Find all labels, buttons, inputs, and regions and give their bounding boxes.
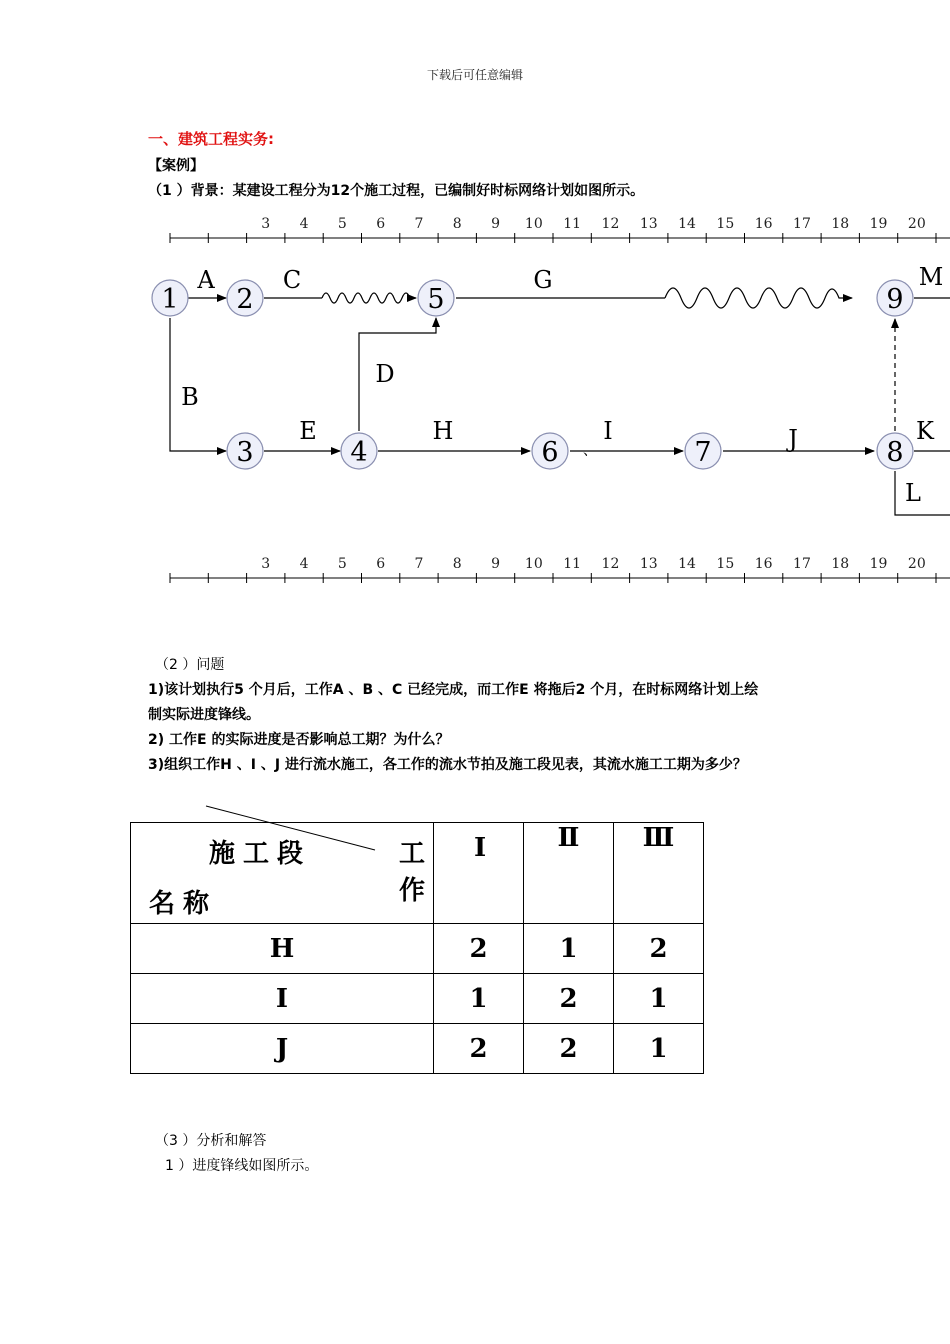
node-6 (532, 433, 568, 469)
table-row (131, 1024, 704, 1074)
top-scale-tick-label: 15 (716, 216, 735, 232)
bottom-scale-tick-label: 9 (491, 556, 501, 572)
bottom-scale-tick-label: 20 (907, 556, 926, 572)
table-row (131, 924, 704, 974)
background-line: （1 ）背景：某建设工程分为12个施工过程，已编制好时标网络计划如图所示。 (148, 183, 645, 199)
row-value: 2 (614, 924, 704, 974)
top-scale-tick-label: 11 (563, 216, 582, 232)
node-3 (227, 433, 263, 469)
bottom-scale-tick-label: 6 (376, 556, 386, 572)
top-scale-tick-label: 3 (261, 216, 271, 232)
top-scale-tick-label: 9 (491, 216, 501, 232)
row-value: 1 (614, 974, 704, 1024)
bottom-time-scale (170, 556, 950, 583)
bottom-scale-tick-label: 11 (563, 556, 582, 572)
node-8 (877, 433, 913, 469)
svg-text:8: 8 (886, 437, 904, 468)
top-scale-tick-label: 6 (376, 216, 386, 232)
bottom-scale-tick-label: 4 (299, 556, 309, 572)
top-scale-tick-label: 13 (639, 216, 658, 232)
bottom-scale-tick-label: 7 (414, 556, 424, 572)
col-header-2: Ⅱ (524, 823, 614, 924)
bottom-scale-tick-label: 8 (452, 556, 462, 572)
svg-text:4: 4 (350, 437, 368, 468)
row-value: 2 (434, 1024, 524, 1074)
top-scale-tick-label: 16 (754, 216, 773, 232)
activity-c-wave (322, 293, 416, 303)
question-2: 2) 工作E 的实际进度是否影响总工期？为什么？ (148, 732, 450, 748)
activity-labels (181, 263, 943, 507)
top-scale-tick-label: 10 (524, 216, 543, 232)
row-value: 2 (524, 974, 614, 1024)
svg-text:5: 5 (427, 284, 445, 315)
label-e: E (299, 417, 317, 445)
row-value: 1 (614, 1024, 704, 1074)
question-3: 3)组织工作H 、I 、J 进行流水施工，各工作的流水节拍及施工段见表，其流水施工工期为多少？ (148, 757, 747, 773)
row-name: J (131, 1024, 434, 1074)
table-header-row (131, 823, 704, 924)
col-header-1: I (434, 823, 524, 924)
top-scale-tick-label: 14 (678, 216, 696, 232)
top-scale-tick-label: 7 (414, 216, 424, 232)
header-construction-segment: 施工段 (209, 839, 312, 869)
label-j: J (788, 425, 798, 453)
flow-construction-table (130, 822, 704, 1074)
question-1-line-2: 制实际进度锋线。 (148, 707, 260, 723)
bottom-scale-tick-label: 3 (261, 556, 271, 572)
node-4 (341, 433, 377, 469)
label-l: L (905, 479, 921, 507)
header-name: 名称 (149, 889, 218, 919)
node-1 (152, 280, 188, 316)
top-scale-tick-label: 4 (299, 216, 309, 232)
bottom-scale-tick-label: 13 (639, 556, 658, 572)
svg-text:2: 2 (236, 284, 254, 315)
svg-text:6: 6 (541, 437, 559, 468)
row-value: 1 (434, 974, 524, 1024)
top-scale-tick-label: 8 (452, 216, 462, 232)
activity-g-wave (665, 288, 852, 308)
label-a: A (197, 266, 215, 294)
bottom-scale-tick-label: 19 (869, 556, 888, 572)
row-value: 1 (524, 924, 614, 974)
label-g: G (533, 266, 553, 294)
row-value: 2 (524, 1024, 614, 1074)
svg-text:7: 7 (694, 437, 712, 468)
node-7 (685, 433, 721, 469)
node-9 (877, 280, 913, 316)
top-scale-tick-label: 5 (337, 216, 347, 232)
bottom-scale-tick-label: 10 (524, 556, 543, 572)
activity-d-line (359, 318, 436, 431)
question-1-line-1: 1)该计划执行5 个月后，工作A 、B 、C 已经完成，而工作E 将拖后2 个月，在时标网络计划上绘 (148, 682, 759, 698)
bottom-scale-tick-label: 17 (793, 556, 811, 572)
bottom-scale-tick-label: 16 (754, 556, 773, 572)
label-m: M (918, 263, 944, 291)
top-scale-tick-label: 18 (831, 216, 850, 232)
table-row (131, 974, 704, 1024)
node-2 (227, 280, 263, 316)
label-b: B (181, 383, 199, 411)
svg-text:9: 9 (886, 284, 904, 315)
stray-mark: 、 (583, 443, 597, 459)
bottom-scale-tick-label: 18 (831, 556, 850, 572)
case-label: 【案例】 (148, 158, 204, 174)
analysis-answer-1: 1 ）进度锋线如图所示。 (165, 1158, 319, 1174)
row-name: I (131, 974, 434, 1024)
section-title: 一、建筑工程实务: (148, 130, 274, 148)
label-h: H (432, 417, 454, 445)
svg-text:3: 3 (236, 437, 254, 468)
network-nodes (152, 280, 913, 469)
row-name: H (131, 924, 434, 974)
questions-heading: （2 ）问题 (155, 657, 225, 673)
bottom-scale-tick-label: 15 (716, 556, 735, 572)
label-c: C (282, 266, 302, 294)
bottom-scale-tick-label: 14 (678, 556, 696, 572)
col-header-3: Ⅲ (614, 823, 704, 924)
svg-text:1: 1 (161, 284, 179, 315)
label-k: K (916, 417, 934, 445)
header-work: 工作 (399, 839, 434, 906)
analysis-heading: （3 ）分析和解答 (155, 1133, 267, 1149)
label-d: D (375, 360, 395, 388)
activity-l-line (895, 471, 950, 515)
activity-lines (170, 288, 950, 515)
top-scale-tick-label: 17 (793, 216, 811, 232)
bottom-scale-tick-label: 5 (337, 556, 347, 572)
page-header-note: 下载后可任意编辑 (426, 68, 523, 82)
top-scale-tick-label: 12 (601, 216, 620, 232)
top-scale-tick-label: 20 (907, 216, 926, 232)
node-5 (418, 280, 454, 316)
top-time-scale (170, 216, 950, 243)
row-value: 2 (434, 924, 524, 974)
table-corner-header (131, 823, 434, 924)
bottom-scale-tick-label: 12 (601, 556, 620, 572)
time-scaled-network-diagram (0, 205, 950, 595)
label-i: I (603, 417, 613, 445)
top-scale-tick-label: 19 (869, 216, 888, 232)
